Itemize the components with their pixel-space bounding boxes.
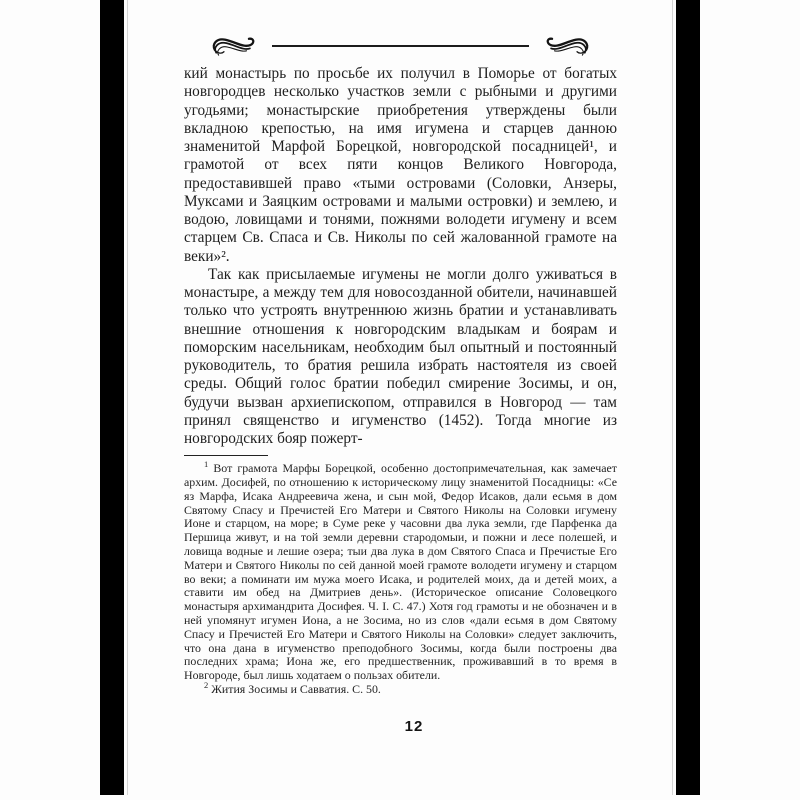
footnote-1 xyxy=(184,459,617,683)
page-number: 12 xyxy=(404,718,424,735)
footnotes-block xyxy=(184,459,617,697)
left-black-border xyxy=(100,0,124,795)
header-ornament-row xyxy=(184,33,617,59)
footnote-2-marker: 2 xyxy=(204,680,209,691)
footnote-separator-rule xyxy=(184,455,268,456)
text-column xyxy=(184,33,617,697)
paragraph: Так как присылаемые игумены не могли долго уживаться в монастыре, а между тем для новосозданной обители, начинавшей только что устроять внутреннюю жизнь братии и устанавливать внешние отношения к новгородским владыкам и боярам и поморским насельникам, необходим был опытный и постоянный руководитель, то братия решила избрать настоятеля из своей среды. Общий голос братии победил смирение Зосимы, и он, будучи вызван архиепископом, отправился в Новгород — там принял священство и игуменство (1452). Тогда многие из новгородских бояр пожерт- xyxy=(184,265,617,447)
footnote-2 xyxy=(184,680,617,697)
header-rule xyxy=(272,45,529,47)
footnote-1-marker: 1 xyxy=(204,459,209,470)
left-page-edge-line xyxy=(127,0,128,795)
paragraph-continuation: кий монастырь по просьбе их получил в Поморье от богатых новгородцев несколько участков земли с рыбными и другими угодьями; монастырские приобретения утверждены были вкладною крепостью, на имя игумена и старцев данною знаменитой Марфой Борецкой, новгородской посадницей¹, и грамотой от всех пяти концов Великого Новгорода, предоставившей право «тыми островами (Соловки, Анзеры, Муксами и Заяцким островами и малыми островки) и землею, и водою, ловищами и тонями, пожнями володети игумену и всем старцем Св. Спаса и Св. Николы по сей жалованной грамоте на веки»². xyxy=(184,65,617,265)
fleuron-swirl-icon xyxy=(210,33,260,59)
fleuron-swirl-icon xyxy=(541,33,591,59)
right-black-border xyxy=(676,0,700,795)
footnote-2-text: Жития Зосимы и Савватия. С. 50. xyxy=(211,682,381,696)
footnote-1-text: Вот грамота Марфы Борецкой, особенно достопримечательная, как замечает архим. Досифей, по отношению к историческому лицу знаменитой Посадницы: «Се яз Марфа, Исака Андреевича жена, и сын мой, Федор Исаков, дали есьмя в дом Святому Спасу и Пречистей Его Матери и Святого Николы на Соловки игумену Ионе и старцом, на море; в Суме реке у часовни два лука земли, где Парфенка да Першица живут, и на той земли деревни стародомыи, и пожни и лесе полешей, и ловища водные и лешие озера; тыи два лука в дом Святого Спаса и Пречистые Его Матери и Святого Николы по сей данной моей грамоте володети игумену и старцом во веки; а поминати им мужа моего Исака, и родителей моих, да и детей моих, а ставити им обед на Дмитриев день». (Историческое описание Соловецкого монастыря архимандрита Досифея. Ч. I. С. 47.) Хотя год грамоты и не обозначен и в ней упомянут игумен Иона, а не Зосима, но из слов «дали есьмя в дом Святому Спасу и Пречистей Его Матери и Святого Николы на Соловки» следует заключить, что она дана в игуменство преподобного Зосимы, когда были построены два последних храма; Иона же, его предшественник, проживавший в то время в Новгороде, был лишь ходатаем о пользах обители. xyxy=(184,461,617,683)
body-text xyxy=(184,65,617,448)
right-page-edge-line xyxy=(672,0,673,795)
